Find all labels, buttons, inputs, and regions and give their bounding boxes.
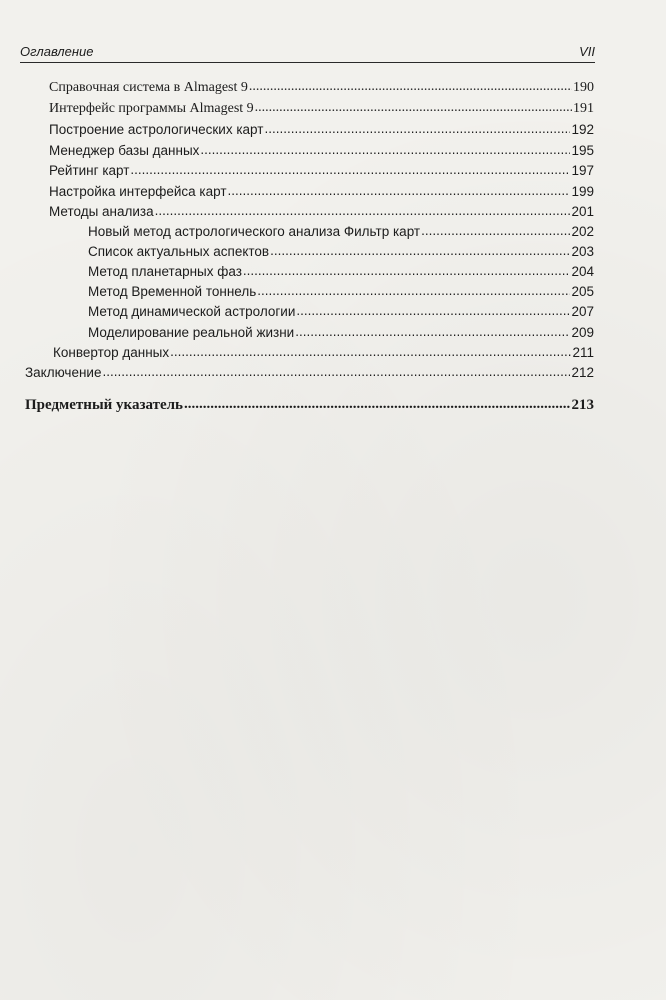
header-page-number: VII bbox=[579, 44, 595, 59]
toc-entry-label: Построение астрологических карт bbox=[49, 122, 264, 137]
toc-entry-label: Метод планетарных фаз bbox=[88, 264, 242, 279]
toc-entry-page: 211 bbox=[572, 345, 594, 360]
dot-leader bbox=[249, 78, 572, 96]
toc-entry-label: Настройка интерфейса карт bbox=[49, 184, 227, 199]
dot-leader bbox=[421, 222, 570, 240]
dot-leader bbox=[255, 99, 572, 117]
toc-entry-page: 201 bbox=[571, 204, 594, 219]
dot-leader bbox=[243, 262, 571, 280]
toc-entry-label: Список актуальных аспектов bbox=[88, 244, 270, 259]
toc-entry bbox=[49, 121, 594, 139]
toc-entry-label: Менеджер базы данных bbox=[49, 143, 200, 158]
toc-entry-label: Предметный указатель bbox=[25, 397, 183, 413]
toc-entry-label: Справочная система в Almagest 9 bbox=[49, 80, 248, 95]
toc-entry-label: Методы анализа bbox=[49, 204, 154, 219]
toc-entry-page: 190 bbox=[573, 80, 594, 95]
toc-entry-page: 204 bbox=[571, 264, 594, 279]
dot-leader bbox=[257, 282, 570, 300]
dot-leader bbox=[130, 161, 570, 179]
toc-entry bbox=[49, 142, 594, 160]
toc-entry-page: 213 bbox=[571, 397, 594, 413]
toc-entry-label: Метод динамической астрологии bbox=[88, 304, 296, 319]
running-header bbox=[20, 40, 595, 63]
dot-leader bbox=[228, 182, 571, 200]
toc-entry-page: 205 bbox=[571, 284, 594, 299]
toc-entry bbox=[49, 100, 594, 118]
toc-entry-page: 202 bbox=[571, 224, 594, 239]
toc-entry bbox=[88, 283, 594, 301]
toc-entry bbox=[88, 324, 594, 342]
toc-entry-label: Новый метод астрологического анализа Фильтр карт bbox=[88, 224, 421, 239]
toc-entry bbox=[49, 203, 594, 221]
toc-entry bbox=[49, 79, 594, 97]
toc-entry-label: Конвертор данных bbox=[53, 345, 170, 360]
header-title: Оглавление bbox=[20, 44, 94, 59]
toc-entry-label: Заключение bbox=[25, 365, 102, 380]
toc-entry-page: 212 bbox=[571, 365, 594, 380]
dot-leader bbox=[200, 141, 570, 159]
toc-entry-page: 191 bbox=[573, 101, 594, 116]
toc-entry-page: 195 bbox=[571, 143, 594, 158]
toc-entry-page: 192 bbox=[571, 122, 594, 137]
toc-entry-page: 207 bbox=[571, 304, 594, 319]
toc-entry-page: 203 bbox=[571, 244, 594, 259]
toc-entry bbox=[25, 364, 594, 382]
dot-leader bbox=[296, 302, 570, 320]
dot-leader bbox=[295, 323, 570, 341]
toc-entry-label: Рейтинг карт bbox=[49, 163, 130, 178]
dot-leader bbox=[170, 343, 571, 361]
toc-entry-page: 197 bbox=[571, 163, 594, 178]
toc-entry bbox=[88, 223, 594, 241]
toc-entry-label: Моделирование реальной жизни bbox=[88, 325, 295, 340]
toc-entry bbox=[49, 183, 594, 201]
toc-entry-page: 209 bbox=[571, 325, 594, 340]
toc-entry bbox=[49, 162, 594, 180]
toc-entry-page: 199 bbox=[571, 184, 594, 199]
dot-leader bbox=[270, 242, 570, 260]
dot-leader bbox=[102, 363, 570, 381]
toc-entry-index bbox=[25, 396, 594, 414]
dot-leader bbox=[264, 120, 570, 138]
toc-entry bbox=[53, 344, 594, 362]
toc-entry-label: Интерфейс программы Almagest 9 bbox=[49, 101, 254, 116]
toc-entry-label: Метод Временной тоннель bbox=[88, 284, 257, 299]
dot-leader bbox=[155, 202, 571, 220]
toc-entry bbox=[88, 303, 594, 321]
dot-leader bbox=[184, 395, 571, 413]
toc-entry bbox=[88, 263, 594, 281]
toc-entry bbox=[88, 243, 594, 261]
